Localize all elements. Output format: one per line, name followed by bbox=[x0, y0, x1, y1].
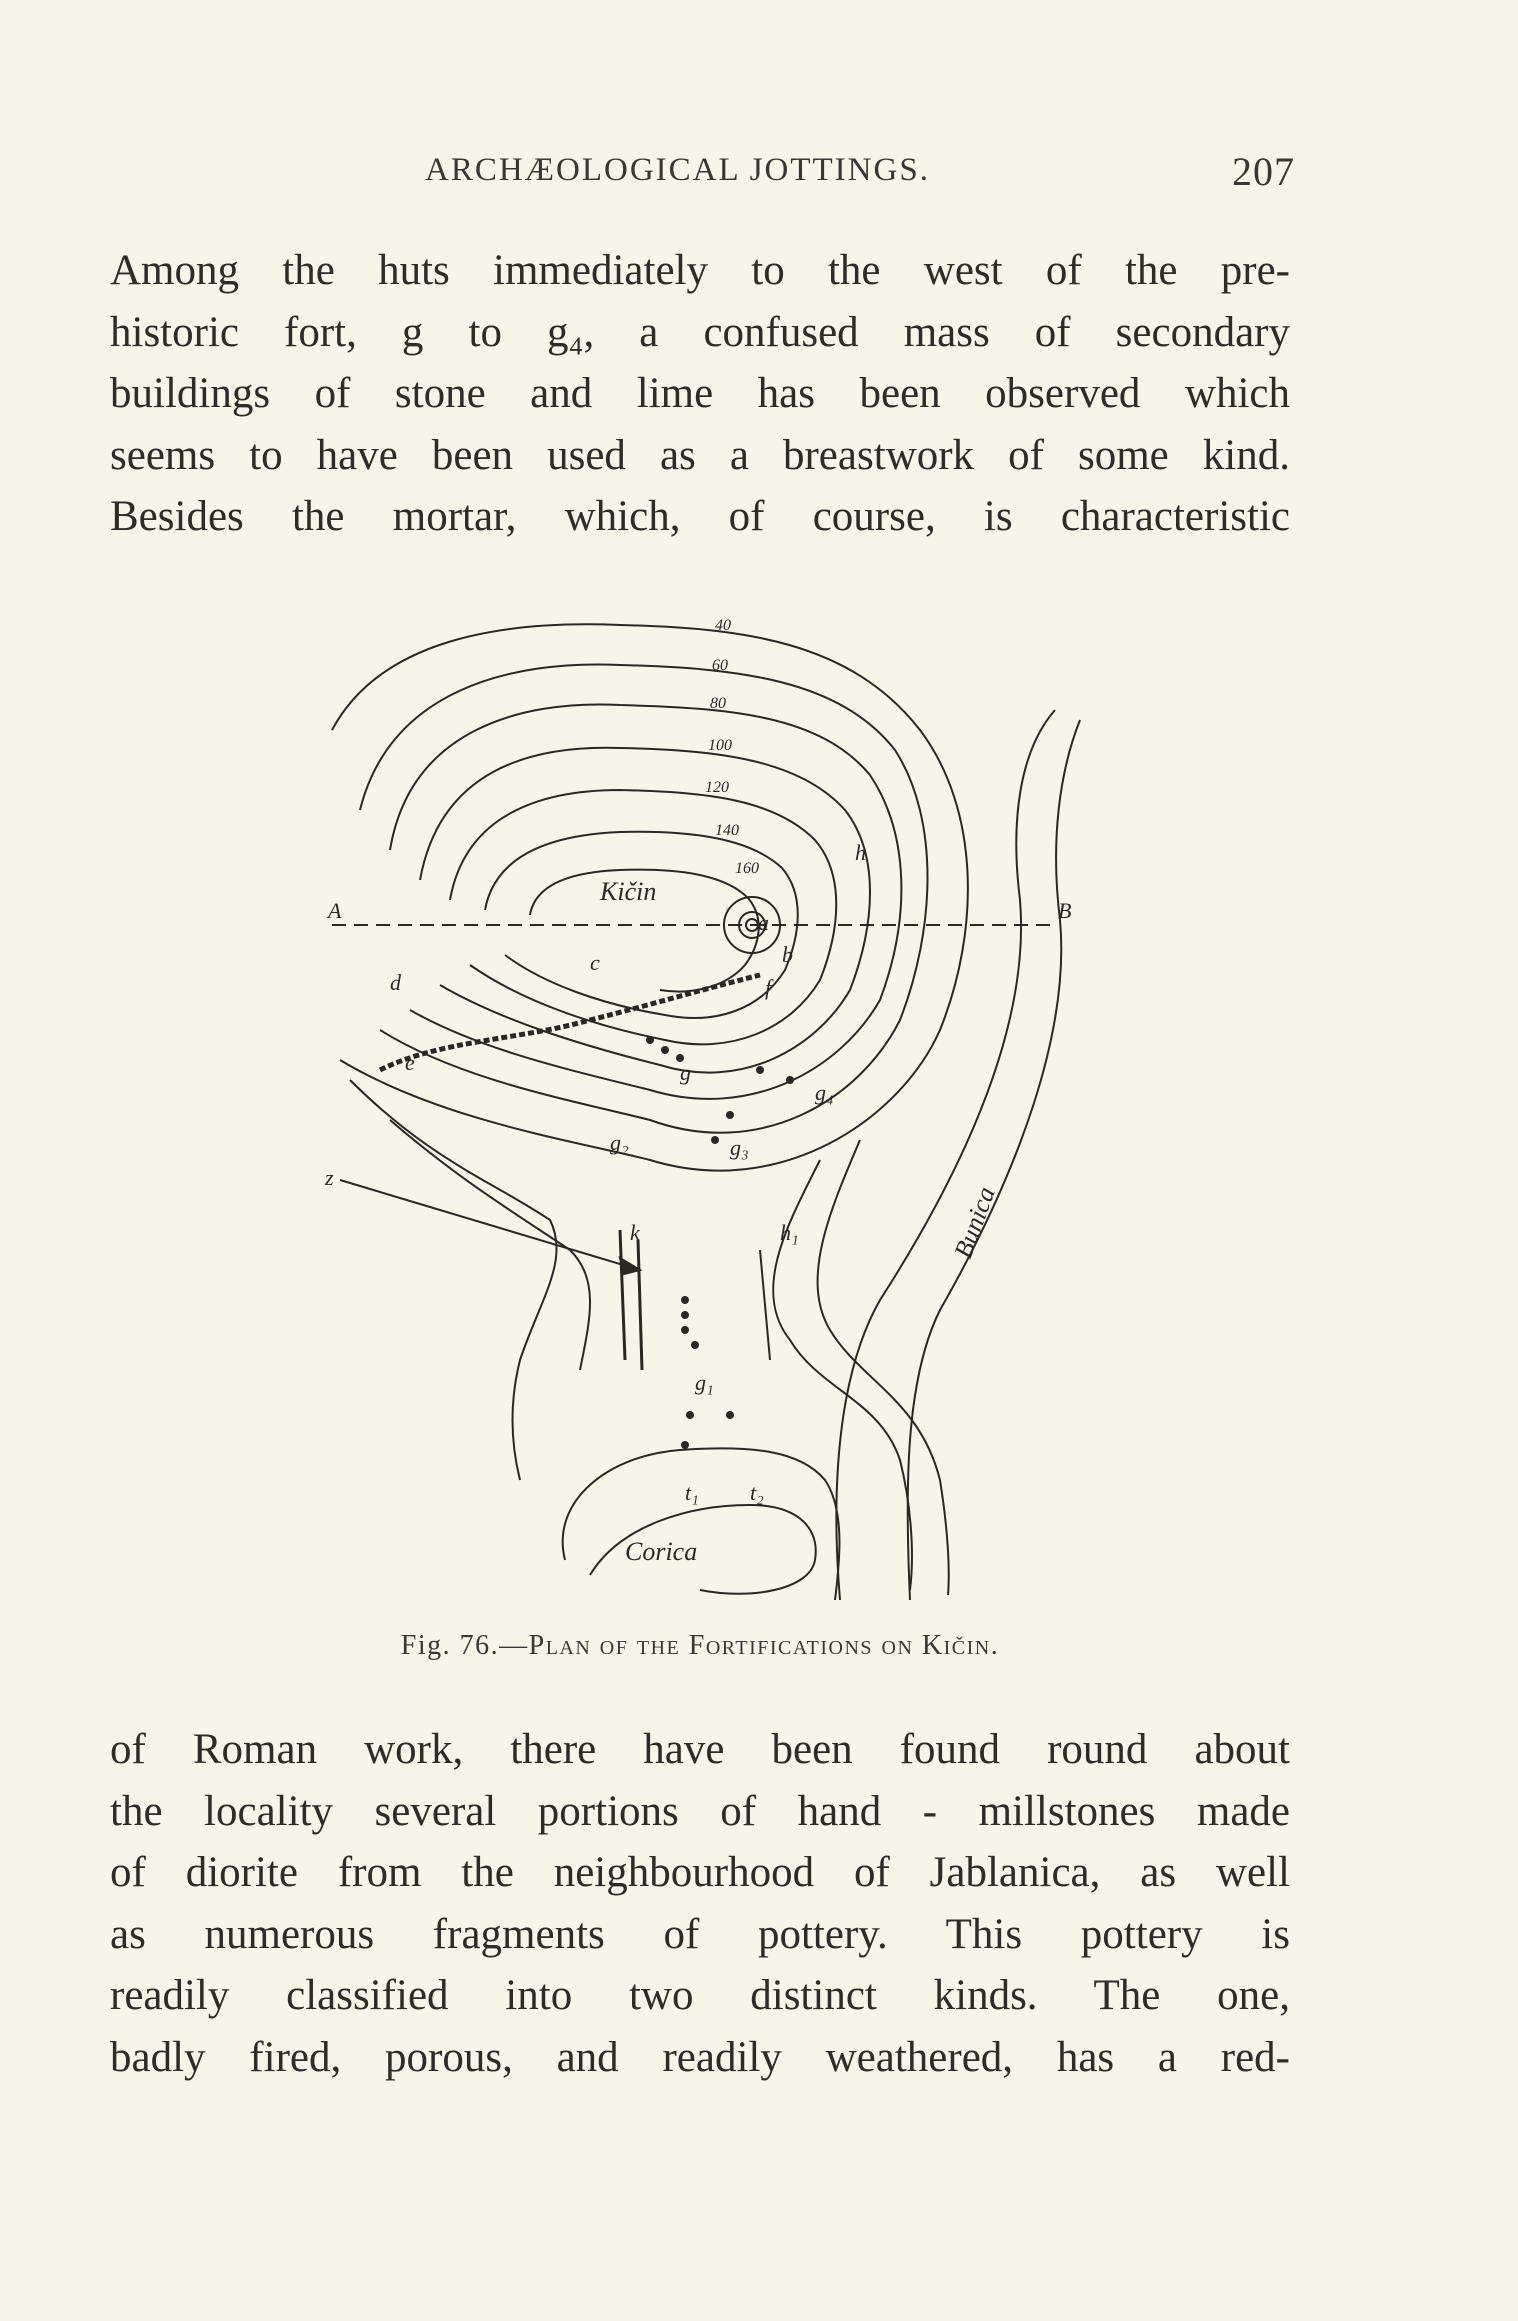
arrow-z bbox=[340, 1180, 640, 1270]
text-line: seems to have been used as a breastwork of some kind. bbox=[110, 431, 1290, 479]
point-label-e: e bbox=[405, 1050, 415, 1075]
hut-dot bbox=[726, 1111, 734, 1119]
point-label-k: k bbox=[630, 1220, 640, 1245]
valley-contour-1 bbox=[350, 1080, 557, 1480]
point-label-a-section: A bbox=[328, 898, 342, 923]
text-line: as numerous fragments of pottery. This pottery is bbox=[110, 1910, 1290, 1958]
figure-caption bbox=[110, 1630, 1290, 1662]
point-label-c: c bbox=[590, 950, 600, 975]
text-line: historic fort, g to g₄, a confused mass of secondary bbox=[110, 308, 1290, 356]
corica-contour bbox=[590, 1505, 816, 1594]
hut-dot bbox=[681, 1311, 689, 1319]
contour-label: 160 bbox=[735, 860, 759, 877]
paragraph-top bbox=[110, 240, 1290, 548]
paragraph-bottom bbox=[110, 1719, 1290, 2088]
trench-line bbox=[760, 1250, 770, 1360]
village-label: Corica bbox=[625, 1537, 698, 1566]
point-label-a: a bbox=[758, 910, 769, 935]
text-line: of diorite from the neighbourhood of Jablanica, as well bbox=[110, 1849, 1290, 1896]
text-line: readily classified into two distinct kinds. The one, bbox=[110, 1972, 1290, 2019]
point-label-g: g bbox=[680, 1060, 691, 1085]
contour-label: 80 bbox=[710, 695, 726, 712]
point-label-g3: g₃ bbox=[730, 1135, 749, 1160]
point-label-b: b bbox=[782, 942, 793, 967]
trench-line bbox=[638, 1240, 642, 1370]
point-label-g2: g₂ bbox=[610, 1130, 629, 1155]
point-label-f: f bbox=[765, 975, 772, 1000]
trench-line bbox=[620, 1230, 625, 1360]
text-line: of Roman work, there have been found round about bbox=[110, 1726, 1290, 1773]
page-number: 207 bbox=[1232, 149, 1295, 194]
running-title: ARCHÆOLOGICAL JOTTINGS. bbox=[425, 152, 930, 188]
caption-prefix: Fig. 76.— bbox=[400, 1630, 529, 1661]
hut-dot bbox=[681, 1441, 689, 1449]
point-label-b-section: B bbox=[1058, 898, 1072, 923]
hut-dot bbox=[691, 1341, 699, 1349]
hut-dot bbox=[686, 1411, 694, 1419]
hut-dot bbox=[756, 1066, 764, 1074]
contour-label: 140 bbox=[715, 822, 739, 839]
point-label-g4: g₄ bbox=[815, 1080, 834, 1105]
text-line: the locality several portions of hand - millstones made bbox=[110, 1787, 1290, 1835]
hut-dot bbox=[786, 1076, 794, 1084]
point-label-g1: g₁ bbox=[695, 1370, 714, 1395]
point-label-h: h bbox=[855, 840, 866, 865]
basin-contour bbox=[563, 1448, 840, 1600]
point-label-t2: t₂ bbox=[750, 1480, 764, 1505]
text-line: badly fired, porous, and readily weathered, has a red- bbox=[110, 2033, 1290, 2081]
hut-dot bbox=[711, 1136, 719, 1144]
hut-dot bbox=[661, 1046, 669, 1054]
text-line: Besides the mortar, which, of course, is characteristic bbox=[110, 493, 1290, 540]
summit-label: Kičin bbox=[600, 877, 657, 906]
fortification-plan-figure bbox=[320, 600, 1100, 1600]
text-line: Among the huts immediately to the west of the pre- bbox=[110, 247, 1290, 294]
caption-title: Plan of the Fortifications on Kičin. bbox=[528, 1630, 1000, 1661]
contour-map bbox=[320, 600, 1100, 1600]
contour-100 bbox=[420, 748, 870, 1073]
contour-label: 40 bbox=[715, 617, 731, 634]
river-bank-east bbox=[908, 720, 1080, 1600]
point-label-t1: t₁ bbox=[685, 1480, 699, 1505]
hut-dot bbox=[726, 1411, 734, 1419]
hut-dot bbox=[681, 1296, 689, 1304]
river-bank-west bbox=[836, 710, 1055, 1600]
point-label-h1: h₁ bbox=[780, 1220, 799, 1245]
river-label: Bunica bbox=[948, 1182, 1001, 1263]
contour-label: 60 bbox=[712, 657, 728, 674]
contour-label: 120 bbox=[705, 779, 729, 796]
point-label-d: d bbox=[390, 970, 401, 995]
running-head bbox=[110, 148, 1295, 198]
point-label-z: z bbox=[325, 1165, 334, 1190]
contour-label: 100 bbox=[708, 737, 732, 754]
text-line: buildings of stone and lime has been observed which bbox=[110, 370, 1290, 417]
hut-dot bbox=[646, 1036, 654, 1044]
hut-dot bbox=[681, 1326, 689, 1334]
